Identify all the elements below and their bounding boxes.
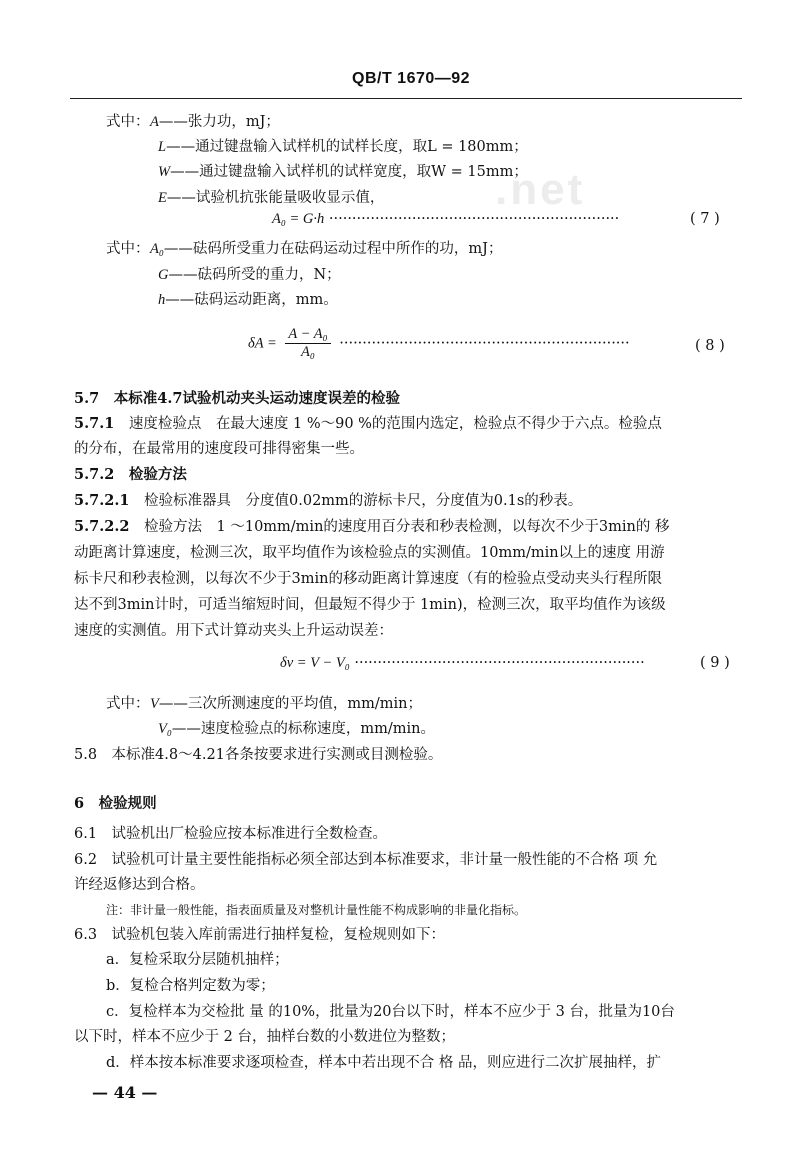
def-symbol: A bbox=[150, 114, 159, 130]
def-symbol: V₀ bbox=[158, 721, 172, 737]
eq7-number: ( 7 ) bbox=[690, 211, 720, 227]
section-5-7-2-2-line2: 动距离计算速度，检测三次，取平均值作为该检验点的实测值。10mm/min以上的速度 用游 bbox=[74, 545, 665, 561]
section-6-2-cont: 许经返修达到合格。 bbox=[74, 877, 205, 893]
def-v bbox=[150, 692, 422, 713]
section-5-7-2: 5.7.2 检验方法 bbox=[74, 466, 187, 483]
def-g bbox=[158, 263, 341, 284]
eq9-dots: ······························································· bbox=[354, 655, 645, 671]
note: 注：非计量一般性能，指表面质量及对整机计量性能不构成影响的非量化指标。 bbox=[106, 903, 527, 917]
eq8-lhs: δA = bbox=[248, 335, 277, 352]
def-text: ——砝码所受重力在砝码运动过程中所作的功，mJ； bbox=[163, 241, 503, 257]
def-text: ——速度检验点的标称速度，mm/min。 bbox=[171, 721, 436, 737]
def-a bbox=[150, 110, 280, 131]
item-c: c．复检样本为交检批 量 的10%，批量为20台以下时，样本不应少于 3 台，批量为10台 bbox=[106, 1004, 675, 1020]
section-text: 检验标准器具 分度值0.02mm的游标卡尺，分度值为0.1s的秒表。 bbox=[144, 493, 583, 509]
item-c-cont: 以下时，样本不应少于 2 台，抽样台数的小数进位为整数； bbox=[74, 1029, 455, 1045]
defs2-lead: 式中： bbox=[106, 241, 150, 257]
eq8-fraction bbox=[285, 326, 330, 361]
section-5-7-2-2-line3: 标卡尺和秒表检测，以每次不少于3min的移动距离计算速度（有的检验点受动夹头行程所限 bbox=[74, 571, 662, 587]
section-5-7-2-2-line5: 速度的实测值。用下式计算动夹头上升运动误差： bbox=[74, 623, 393, 639]
def-text: ——试验机抗张能量吸收显示值， bbox=[166, 190, 385, 206]
equation-8 bbox=[248, 326, 630, 361]
item-a: a．复检采取分层随机抽样； bbox=[106, 952, 289, 968]
section-5-7-2-1 bbox=[74, 489, 582, 510]
def-symbol: G bbox=[158, 267, 169, 283]
section-5-7-2-2 bbox=[74, 515, 669, 536]
def-text: ——砝码运动距离，mm。 bbox=[165, 292, 338, 308]
section-text: 速度检验点 在最大速度 1 %～90 %的范围内选定，检验点不得少于六点。检验点 bbox=[128, 416, 662, 432]
item-d: d．样本按本标准要求逐项检查，样本中若出现不合 格 品，则应进行二次扩展抽样，扩 bbox=[106, 1055, 661, 1071]
def-text: ——通过键盘输入试样机的试样长度，取L = 180mm； bbox=[166, 139, 528, 155]
section-5-7: 5.7 本标准4.7试验机动夹头运动速度误差的检验 bbox=[74, 390, 400, 407]
def-text: ——通过键盘输入试样机的试样宽度，取W = 15mm； bbox=[170, 164, 528, 180]
eq8-denominator: A₀ bbox=[301, 344, 315, 360]
watermark: .net bbox=[495, 165, 586, 214]
eq8-number: ( 8 ) bbox=[695, 338, 725, 354]
def-symbol: h bbox=[158, 292, 166, 308]
section-number: 5.7.2.1 bbox=[74, 492, 130, 509]
section-6-1: 6.1 试验机出厂检验应按本标准进行全数检查。 bbox=[74, 826, 388, 842]
section-5-7-1 bbox=[74, 412, 662, 433]
section-number: 5.7.2.2 bbox=[74, 518, 130, 535]
def-text: ——砝码所受的重力，N； bbox=[168, 267, 341, 283]
header-rule bbox=[70, 98, 742, 99]
eq9-lhs: δv = V − V₀ bbox=[280, 655, 350, 671]
defs1-lead: 式中： bbox=[106, 114, 150, 130]
section-5-7-2-2-line4: 达不到3min计时，可适当缩短时间，但最短不得少于 1min)，检测三次，取平均值作为该级 bbox=[74, 597, 666, 613]
def-e bbox=[158, 186, 384, 207]
section-5-8: 5.8 本标准4.8～4.21各条按要求进行实测或目测检验。 bbox=[74, 747, 443, 763]
def-symbol: L bbox=[158, 139, 167, 155]
section-6-heading: 6 检验规则 bbox=[74, 795, 157, 812]
section-6-3: 6.3 试验机包装入库前需进行抽样复检，复检规则如下： bbox=[74, 927, 446, 943]
eq8-dots: ······························································· bbox=[339, 335, 630, 352]
def-symbol: A₀ bbox=[150, 241, 164, 257]
def-symbol: W bbox=[158, 164, 171, 180]
def-symbol: V bbox=[150, 696, 159, 712]
doc-code-header: QB/T 1670—92 bbox=[352, 70, 471, 87]
page-number: — 44 — bbox=[92, 1083, 158, 1102]
eq7-lhs: A₀ = G·h bbox=[272, 211, 325, 227]
def-l bbox=[158, 135, 528, 156]
def-symbol: E bbox=[158, 190, 167, 206]
def-text: ——三次所测速度的平均值，mm/min； bbox=[158, 696, 422, 712]
section-number: 5.7.1 bbox=[74, 415, 115, 432]
equation-7 bbox=[272, 211, 619, 228]
def-w bbox=[158, 160, 528, 181]
def-a0 bbox=[150, 237, 502, 258]
def-v0 bbox=[158, 717, 435, 738]
eq8-numerator: A − A₀ bbox=[285, 326, 330, 344]
eq7-dots: ······························································· bbox=[328, 211, 620, 227]
defs3-lead: 式中： bbox=[106, 696, 150, 712]
equation-9 bbox=[280, 655, 645, 672]
section-5-7-1-cont: 的分布，在最常用的速度段可排得密集一些。 bbox=[74, 441, 364, 457]
def-h bbox=[158, 288, 338, 309]
item-b: b．复检合格判定数为零； bbox=[106, 978, 275, 994]
eq9-number: ( 9 ) bbox=[700, 655, 730, 671]
section-text: 检验方法 1 ～10mm/min的速度用百分表和秒表检测，以每次不少于3min的 移 bbox=[144, 519, 670, 535]
section-6-2: 6.2 试验机可计量主要性能指标必须全部达到本标准要求，非计量一般性能的不合格 项 允 bbox=[74, 852, 658, 868]
def-text: ——张力功，mJ； bbox=[158, 114, 280, 130]
